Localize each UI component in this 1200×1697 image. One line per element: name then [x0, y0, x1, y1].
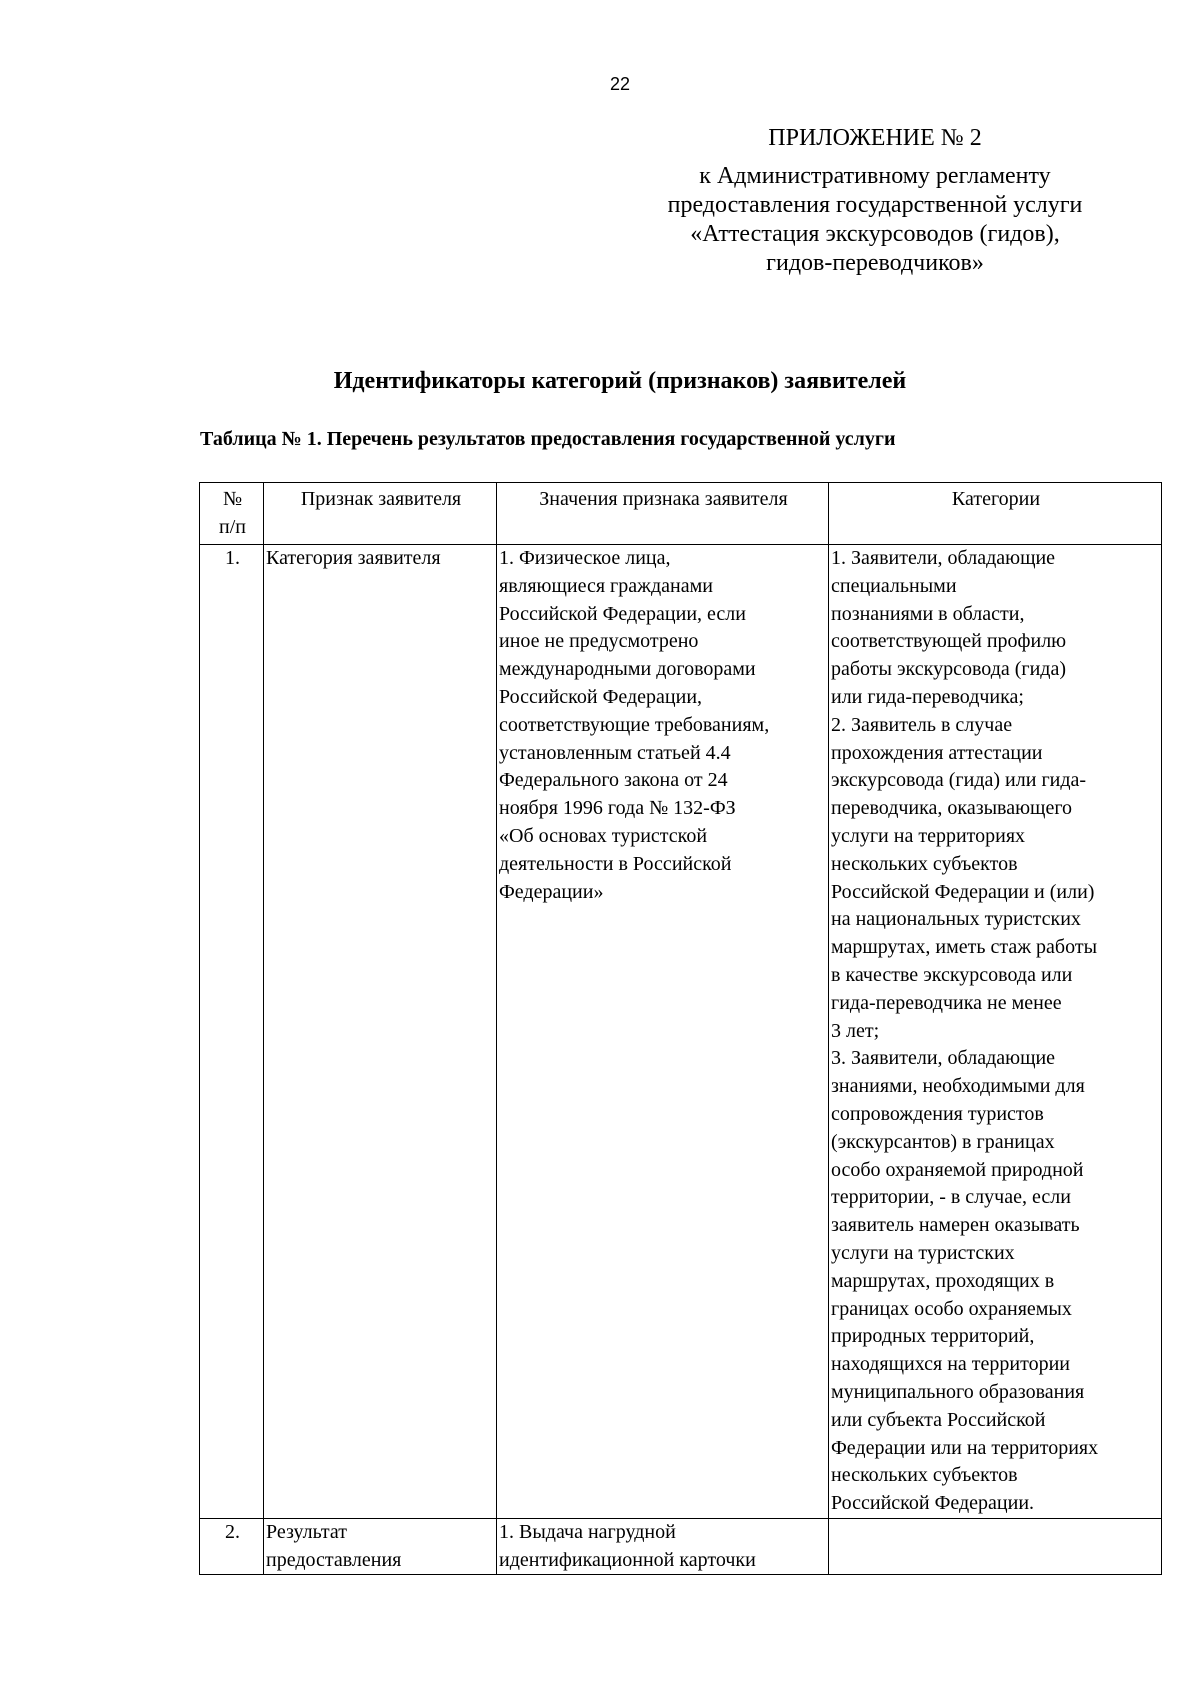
row-categories [829, 1518, 1162, 1575]
row-categories: 1. Заявители, обладающие специальными познаниями в области, соответствующей профилю работы экскурсовода (гида) или гида-переводчика; 2. Заявитель в случае прохождения аттестации экскурсовода (гида) или гида- переводчика, оказывающего услуги на территориях нескольких субъектов Российской Федерации и (или) на национальных туристских маршрутах, иметь стаж работы в качестве экскурсовода или гида-переводчика не менее 3 лет; 3. Заявители, обладающие знаниями, необходимыми для сопровождения туристов (экскурсантов) в границах особо охраняемой природной территории, - в случае, если заявитель намерен оказывать услуги на туристских маршрутах, проходящих в границах особо охраняемых природных территорий, находящихся на территории муниципального образования или субъекта Российской Федерации или на территориях нескольких субъектов Российской Федерации. [829, 545, 1162, 1519]
applicant-categories-table [199, 482, 1162, 1575]
appendix-subtitle: к Административному регламенту предоставления государственной услуги «Аттестация экскурсоводов (гидов), гидов-переводчиков» [667, 163, 1083, 276]
header-number: № п/п [200, 483, 264, 545]
table-row [200, 1518, 1162, 1575]
row-values: 1. Выдача нагрудной идентификационной карточки [497, 1518, 829, 1575]
appendix-title: ПРИЛОЖЕНИЕ № 2 [768, 125, 982, 151]
table-row [200, 545, 1162, 1519]
appendix-header [580, 124, 1170, 278]
row-number: 2. [200, 1518, 264, 1575]
header-attribute: Признак заявителя [264, 483, 497, 545]
row-attribute: Категория заявителя [264, 545, 497, 1519]
row-number: 1. [200, 545, 264, 1519]
document-title: Идентификаторы категорий (признаков) заявителей [333, 368, 907, 394]
header-values: Значения признака заявителя [497, 483, 829, 545]
table-caption: Таблица № 1. Перечень результатов предоставления государственной услуги [200, 428, 896, 450]
page-number: 22 [609, 74, 631, 94]
header-categories: Категории [829, 483, 1162, 545]
row-values: 1. Физическое лица, являющиеся гражданами Российской Федерации, если иное не предусмотрено международными договорами Российской Федерации, соответствующие требованиям, установленным статьей 4.4 Федерального закона от 24 ноября 1996 года № 132-ФЗ «Об основах туристской деятельности в Российской Федерации» [497, 545, 829, 1519]
row-attribute: Результат предоставления [264, 1518, 497, 1575]
table-header-row [200, 483, 1162, 545]
